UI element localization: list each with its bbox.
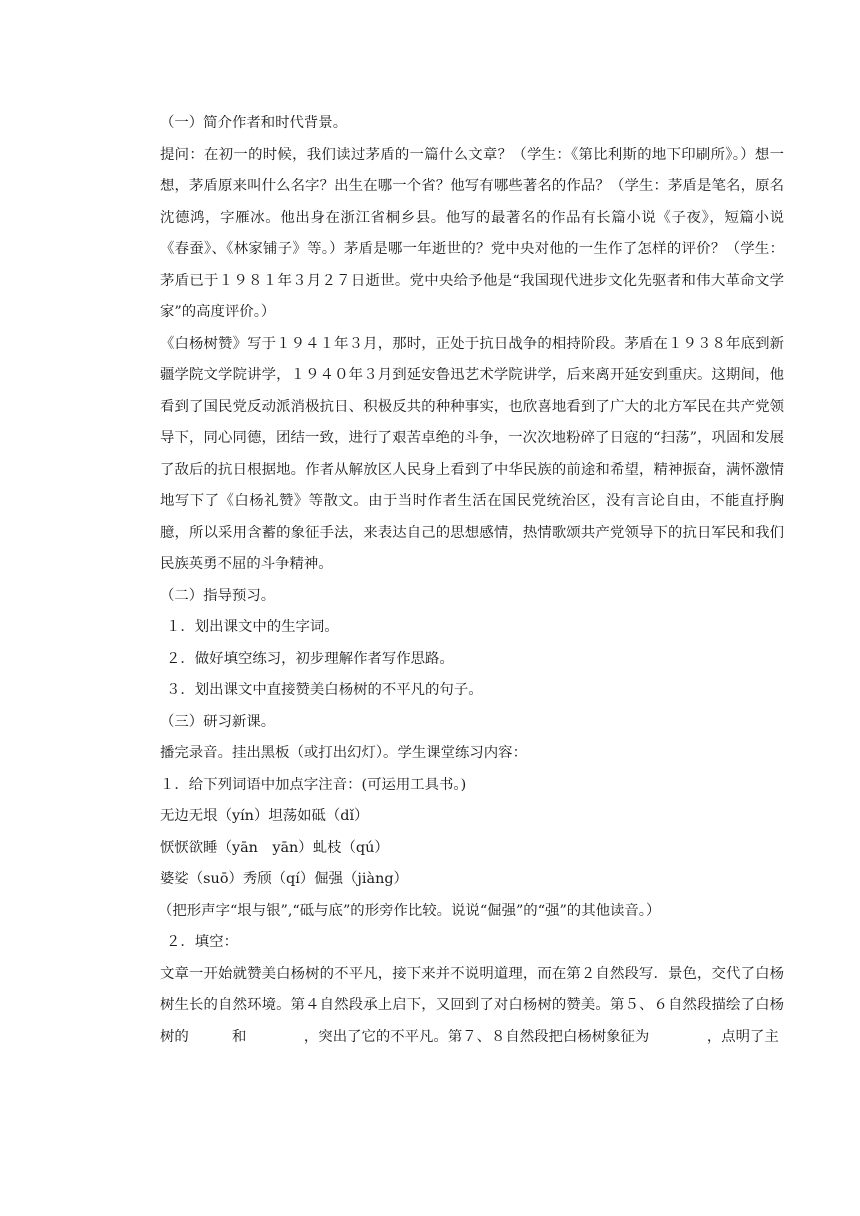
- exercise-item-1: １．给下列词语中加点字注音：(可运用工具书。): [160, 776, 467, 793]
- paragraph-background: 《白杨树赞》写于１９４１年３月，那时，正处于抗日战争的相持阶段。茅盾在１９３８年底到新疆学院文学院讲学，１９４０年３月到延安鲁迅艺术学院讲学，后来离开延安到重庆。这期间，他看到了国民党反动派消极抗日、积极反共的种种事实，也欣喜地看到了广大的北方军民在共产党领导下，同心同德，团结一致，进行了艰苦卓绝的斗争，一次次地粉碎了日寇的“扫荡”，巩固和发展了敌后的抗日根据地。作者从解放区人民身上看到了中华民族的前途和希望，精神振奋，满怀激情地写下了《白杨礼赞》等散文。由于当时作者生活在国民党统治区，没有言论自由，不能直抒胸臆，所以采用含蓄的象征手法，来表达自己的思想感情，热情歌颂共产党领导下的抗日军民和我们民族英勇不屈的斗争精神。: [160, 335, 784, 572]
- pinyin-note: （把形声字“垠与银”,“砥与底”的形旁作比较。说说“倔强”的“强”的其他读音。）: [158, 902, 661, 919]
- document-page: [130, 108, 784, 1053]
- pinyin-line-2: 恹恹欲睡（yān yān）虬枝（qú）: [160, 839, 389, 856]
- fill-in-paragraph: 文章一开始就赞美白杨树的不平凡，接下来并不说明道理，而在第２自然段写．景色，交代了白杨树生长的自然环境。第４自然段承上启下，又回到了对白杨树的赞美。第５、６自然段描绘了白杨树的 和 ，突出了它的不平凡。第７、８自然段把白杨树象征为 ，点明了主: [160, 965, 784, 1045]
- paragraph-author-intro: 提问：在初一的时候，我们读过茅盾的一篇什么文章？（学生：《第比利斯的地下印刷所》。）想一想，茅盾原来叫什么名字？出生在哪一个省？他写有哪些著名的作品？（学生：茅盾是笔名，原名沈德鸿，字雁冰。他出身在浙江省桐乡县。他写的最著名的作品有长篇小说《子夜》，短篇小说《春蚕》、《林家铺子》等。）茅盾是哪一年逝世的？党中央对他的一生作了怎样的评价？（学生：茅盾已于１９８１年３月２７日逝世。党中央给予他是“我国现代进步文化先驱者和伟大革命文学家”的高度评价。）: [160, 146, 784, 320]
- exercise-item-2: ２．填空：: [166, 934, 238, 950]
- exercise-intro: 播完录音。挂出黑板（或打出幻灯）。学生课堂练习内容：: [160, 745, 527, 761]
- section-heading-2: （二）指导预习。: [160, 587, 276, 604]
- pinyin-line-3: 婆娑（suō）秀颀（qí）倔强（jiàng）: [160, 871, 408, 887]
- preview-item-2: ２．做好填空练习，初步理解作者写作思路。: [166, 650, 454, 667]
- preview-item-1: １．划出课文中的生字词。: [166, 619, 339, 635]
- section-heading-1: （一）简介作者和时代背景。: [160, 115, 348, 131]
- pinyin-line-1: 无边无垠（yín）坦荡如砥（dǐ）: [160, 808, 369, 824]
- preview-item-3: ３．划出课文中直接赞美白杨树的不平凡的句子。: [166, 682, 483, 698]
- section-heading-3: （三）研习新课。: [160, 713, 276, 730]
